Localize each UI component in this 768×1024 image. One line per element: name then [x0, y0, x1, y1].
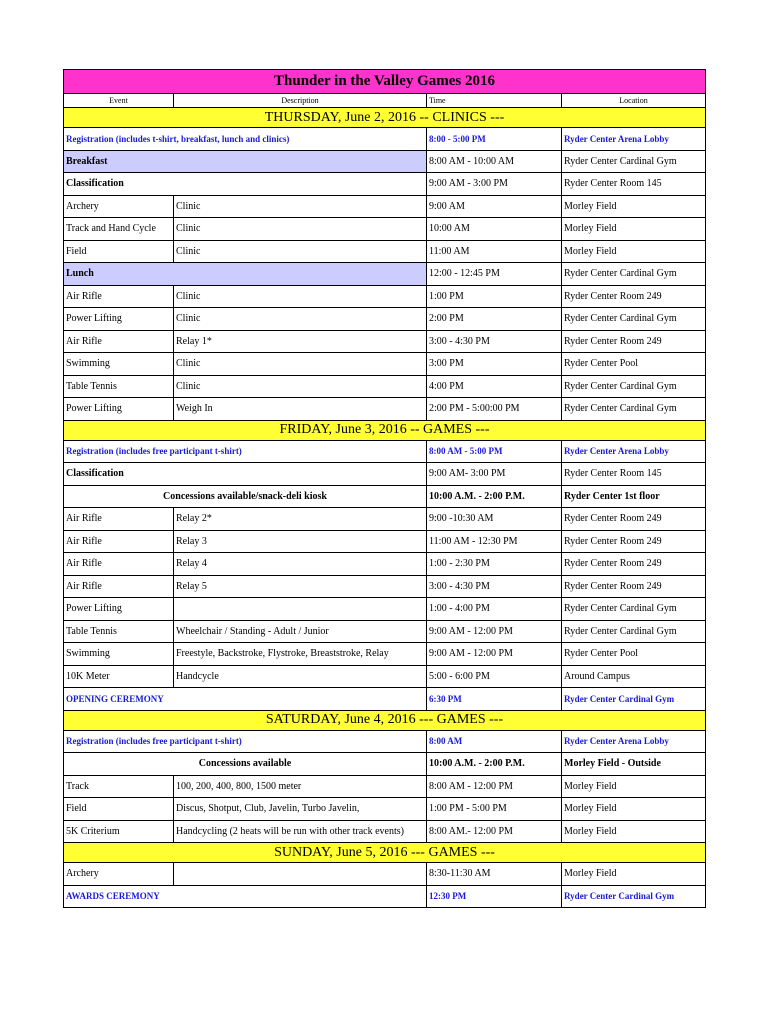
schedule-sheet — [63, 69, 705, 908]
time-cell: 9:00 AM - 12:00 PM — [427, 620, 562, 643]
schedule-row — [64, 620, 706, 643]
time-cell: 9:00 AM - 12:00 PM — [427, 643, 562, 666]
description-cell: Relay 4 — [174, 553, 427, 576]
description-cell: Handcycling (2 heats will be run with other track events) — [174, 820, 427, 843]
schedule-row — [64, 240, 706, 263]
day-header: FRIDAY, June 3, 2016 -- GAMES --- — [64, 420, 706, 440]
schedule-row — [64, 753, 706, 776]
schedule-table — [63, 69, 706, 908]
schedule-row — [64, 485, 706, 508]
location-cell: Ryder Center Arena Lobby — [562, 440, 706, 463]
location-cell: Ryder Center Cardinal Gym — [562, 308, 706, 331]
event-cell: Power Lifting — [64, 308, 174, 331]
description-cell: Clinic — [174, 308, 427, 331]
description-cell: Wheelchair / Standing - Adult / Junior — [174, 620, 427, 643]
time-cell: 10:00 A.M. - 2:00 P.M. — [427, 753, 562, 776]
time-cell: 4:00 PM — [427, 375, 562, 398]
event-cell: Air Rifle — [64, 530, 174, 553]
schedule-row — [64, 820, 706, 843]
day-header-row — [64, 420, 706, 440]
schedule-row — [64, 863, 706, 886]
location-cell: Ryder Center Room 249 — [562, 330, 706, 353]
location-cell: Ryder Center Cardinal Gym — [562, 398, 706, 421]
location-cell: Ryder Center Cardinal Gym — [562, 620, 706, 643]
location-cell: Morley Field — [562, 798, 706, 821]
event-cell: Swimming — [64, 353, 174, 376]
schedule-row — [64, 463, 706, 486]
schedule-row — [64, 508, 706, 531]
description-cell: Clinic — [174, 195, 427, 218]
time-cell: 8:30-11:30 AM — [427, 863, 562, 886]
event-cell: 5K Criterium — [64, 820, 174, 843]
description-cell: Relay 1* — [174, 330, 427, 353]
event-cell: Archery — [64, 863, 174, 886]
event-cell: Concessions available — [64, 753, 427, 776]
schedule-row — [64, 440, 706, 463]
time-cell: 8:00 AM - 12:00 PM — [427, 775, 562, 798]
schedule-row — [64, 195, 706, 218]
description-cell: Relay 2* — [174, 508, 427, 531]
schedule-row — [64, 798, 706, 821]
description-cell: Clinic — [174, 218, 427, 241]
location-cell: Ryder Center Room 145 — [562, 173, 706, 196]
location-cell: Morley Field — [562, 863, 706, 886]
schedule-row — [64, 665, 706, 688]
time-cell: 3:00 - 4:30 PM — [427, 575, 562, 598]
time-cell: 9:00 AM - 3:00 PM — [427, 173, 562, 196]
event-cell: Track and Hand Cycle — [64, 218, 174, 241]
schedule-row — [64, 285, 706, 308]
event-cell: Breakfast — [64, 150, 427, 173]
location-cell: Ryder Center Room 145 — [562, 463, 706, 486]
description-cell: Discus, Shotput, Club, Javelin, Turbo Javelin, — [174, 798, 427, 821]
time-cell: 11:00 AM — [427, 240, 562, 263]
header-description: Description — [174, 94, 427, 108]
location-cell: Ryder Center Room 249 — [562, 575, 706, 598]
event-cell: Concessions available/snack-deli kiosk — [64, 485, 427, 508]
description-cell — [174, 863, 427, 886]
page-title: Thunder in the Valley Games 2016 — [64, 70, 706, 94]
location-cell: Ryder Center Cardinal Gym — [562, 375, 706, 398]
location-cell: Morley Field — [562, 820, 706, 843]
event-cell: Air Rifle — [64, 330, 174, 353]
time-cell: 1:00 - 2:30 PM — [427, 553, 562, 576]
event-cell: Archery — [64, 195, 174, 218]
description-cell: Clinic — [174, 240, 427, 263]
schedule-row — [64, 775, 706, 798]
time-cell: 11:00 AM - 12:30 PM — [427, 530, 562, 553]
location-cell: Ryder Center Room 249 — [562, 285, 706, 308]
event-cell: Field — [64, 240, 174, 263]
event-cell: Air Rifle — [64, 285, 174, 308]
time-cell: 8:00 AM - 10:00 AM — [427, 150, 562, 173]
title-row — [64, 70, 706, 94]
description-cell: Clinic — [174, 375, 427, 398]
time-cell: 6:30 PM — [427, 688, 562, 711]
location-cell: Ryder Center Arena Lobby — [562, 730, 706, 753]
time-cell: 12:30 PM — [427, 885, 562, 908]
location-cell: Ryder Center Cardinal Gym — [562, 598, 706, 621]
event-cell: Lunch — [64, 263, 427, 286]
location-cell: Ryder Center Cardinal Gym — [562, 688, 706, 711]
event-cell: Track — [64, 775, 174, 798]
location-cell: Morley Field — [562, 195, 706, 218]
description-cell: Weigh In — [174, 398, 427, 421]
location-cell: Around Campus — [562, 665, 706, 688]
description-cell: Relay 5 — [174, 575, 427, 598]
time-cell: 8:00 AM - 5:00 PM — [427, 440, 562, 463]
schedule-row — [64, 598, 706, 621]
location-cell: Ryder Center Room 249 — [562, 508, 706, 531]
location-cell: Morley Field — [562, 775, 706, 798]
schedule-row — [64, 575, 706, 598]
event-cell: Table Tennis — [64, 375, 174, 398]
schedule-row — [64, 150, 706, 173]
event-cell: Registration (includes t-shirt, breakfast, lunch and clinics) — [64, 128, 427, 151]
schedule-row — [64, 885, 706, 908]
header-row — [64, 94, 706, 108]
day-header-row — [64, 108, 706, 128]
location-cell: Ryder Center Arena Lobby — [562, 128, 706, 151]
description-cell: Handcycle — [174, 665, 427, 688]
event-cell: OPENING CEREMONY — [64, 688, 427, 711]
location-cell: Ryder Center Cardinal Gym — [562, 263, 706, 286]
description-cell: Relay 3 — [174, 530, 427, 553]
event-cell: 10K Meter — [64, 665, 174, 688]
location-cell: Morley Field — [562, 240, 706, 263]
schedule-row — [64, 688, 706, 711]
schedule-row — [64, 375, 706, 398]
location-cell: Ryder Center Cardinal Gym — [562, 150, 706, 173]
location-cell: Morley Field - Outside — [562, 753, 706, 776]
time-cell: 8:00 - 5:00 PM — [427, 128, 562, 151]
time-cell: 2:00 PM - 5:00:00 PM — [427, 398, 562, 421]
description-cell: 100, 200, 400, 800, 1500 meter — [174, 775, 427, 798]
event-cell: Air Rifle — [64, 553, 174, 576]
event-cell: AWARDS CEREMONY — [64, 885, 427, 908]
event-cell: Classification — [64, 173, 427, 196]
event-cell: Air Rifle — [64, 575, 174, 598]
day-header: SATURDAY, June 4, 2016 --- GAMES --- — [64, 710, 706, 730]
time-cell: 12:00 - 12:45 PM — [427, 263, 562, 286]
schedule-row — [64, 530, 706, 553]
schedule-row — [64, 643, 706, 666]
time-cell: 9:00 AM — [427, 195, 562, 218]
day-header: SUNDAY, June 5, 2016 --- GAMES --- — [64, 843, 706, 863]
event-cell: Air Rifle — [64, 508, 174, 531]
description-cell — [174, 598, 427, 621]
time-cell: 1:00 PM — [427, 285, 562, 308]
location-cell: Ryder Center Pool — [562, 353, 706, 376]
time-cell: 1:00 - 4:00 PM — [427, 598, 562, 621]
time-cell: 10:00 AM — [427, 218, 562, 241]
time-cell: 5:00 - 6:00 PM — [427, 665, 562, 688]
day-header: THURSDAY, June 2, 2016 -- CLINICS --- — [64, 108, 706, 128]
event-cell: Table Tennis — [64, 620, 174, 643]
time-cell: 9:00 -10:30 AM — [427, 508, 562, 531]
schedule-row — [64, 218, 706, 241]
event-cell: Power Lifting — [64, 598, 174, 621]
schedule-row — [64, 553, 706, 576]
location-cell: Ryder Center Room 249 — [562, 553, 706, 576]
schedule-row — [64, 353, 706, 376]
schedule-row — [64, 263, 706, 286]
schedule-row — [64, 128, 706, 151]
time-cell: 1:00 PM - 5:00 PM — [427, 798, 562, 821]
schedule-row — [64, 730, 706, 753]
location-cell: Ryder Center 1st floor — [562, 485, 706, 508]
time-cell: 2:00 PM — [427, 308, 562, 331]
event-cell: Registration (includes free participant t-shirt) — [64, 730, 427, 753]
description-cell: Clinic — [174, 353, 427, 376]
time-cell: 8:00 AM.- 12:00 PM — [427, 820, 562, 843]
event-cell: Power Lifting — [64, 398, 174, 421]
event-cell: Classification — [64, 463, 427, 486]
schedule-row — [64, 398, 706, 421]
time-cell: 10:00 A.M. - 2:00 P.M. — [427, 485, 562, 508]
location-cell: Ryder Center Room 249 — [562, 530, 706, 553]
day-header-row — [64, 710, 706, 730]
time-cell: 9:00 AM- 3:00 PM — [427, 463, 562, 486]
description-cell: Freestyle, Backstroke, Flystroke, Breaststroke, Relay — [174, 643, 427, 666]
event-cell: Swimming — [64, 643, 174, 666]
schedule-row — [64, 308, 706, 331]
time-cell: 8:00 AM — [427, 730, 562, 753]
location-cell: Ryder Center Cardinal Gym — [562, 885, 706, 908]
day-header-row — [64, 843, 706, 863]
header-location: Location — [562, 94, 706, 108]
schedule-row — [64, 173, 706, 196]
header-event: Event — [64, 94, 174, 108]
event-cell: Field — [64, 798, 174, 821]
event-cell: Registration (includes free participant t-shirt) — [64, 440, 427, 463]
time-cell: 3:00 PM — [427, 353, 562, 376]
location-cell: Morley Field — [562, 218, 706, 241]
header-time: Time — [427, 94, 562, 108]
time-cell: 3:00 - 4:30 PM — [427, 330, 562, 353]
location-cell: Ryder Center Pool — [562, 643, 706, 666]
description-cell: Clinic — [174, 285, 427, 308]
schedule-row — [64, 330, 706, 353]
